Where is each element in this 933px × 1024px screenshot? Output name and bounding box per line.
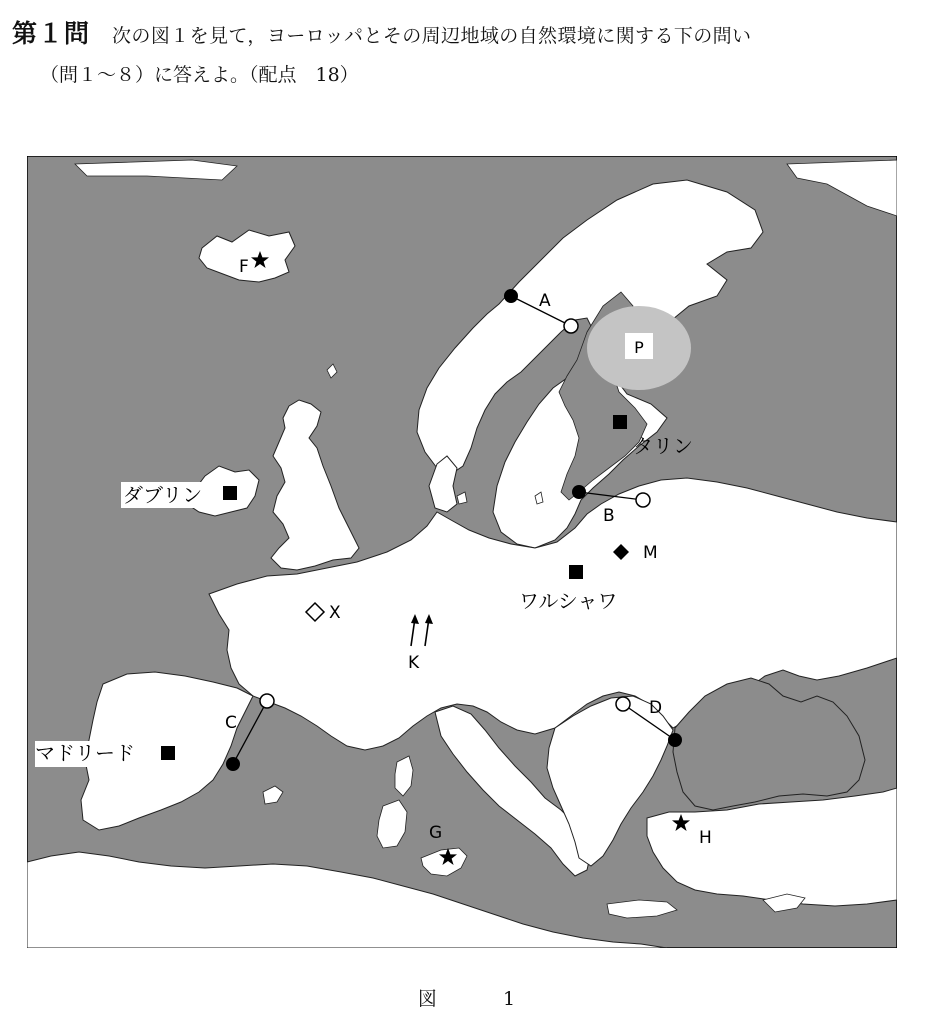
dot-c-filled xyxy=(226,757,240,771)
dot-c-open xyxy=(260,694,274,708)
dot-b-open xyxy=(636,493,650,507)
city-madrid: マドリード xyxy=(35,741,135,765)
figure-caption: 図 1 xyxy=(417,988,546,1010)
label-x: X xyxy=(329,603,341,623)
dot-d-open xyxy=(616,697,630,711)
question-header xyxy=(12,14,922,87)
label-g: G xyxy=(429,823,443,843)
marker-dublin xyxy=(223,486,237,500)
label-p: P xyxy=(634,338,644,357)
question-line-1 xyxy=(12,14,922,50)
marker-tallinn xyxy=(613,415,627,429)
question-text: 次の図１を見て，ヨーロッパとその周辺地域の自然環境に関する下の問い xyxy=(112,25,752,47)
label-a: A xyxy=(539,291,551,311)
city-tallinn: タリン xyxy=(633,434,693,458)
marker-madrid xyxy=(161,746,175,760)
label-k: K xyxy=(408,653,420,673)
label-b: B xyxy=(603,506,615,526)
dot-a-filled xyxy=(504,289,518,303)
marker-warsaw xyxy=(569,565,583,579)
label-c: C xyxy=(225,713,237,733)
city-warsaw: ワルシャワ xyxy=(519,589,618,613)
label-h: H xyxy=(699,828,712,848)
dot-a-open xyxy=(564,319,578,333)
question-text-2: （問１～８）に答えよ。（配点 18） xyxy=(40,64,359,86)
city-dublin: ダブリン xyxy=(123,483,203,507)
dot-b-filled xyxy=(572,485,586,499)
europe-map xyxy=(27,156,897,948)
label-f: F xyxy=(239,257,249,277)
label-d: D xyxy=(649,698,663,718)
question-number: 第１問 xyxy=(12,19,91,48)
label-m: M xyxy=(643,543,658,563)
dot-d-filled xyxy=(668,733,682,747)
map-svg xyxy=(27,156,897,948)
